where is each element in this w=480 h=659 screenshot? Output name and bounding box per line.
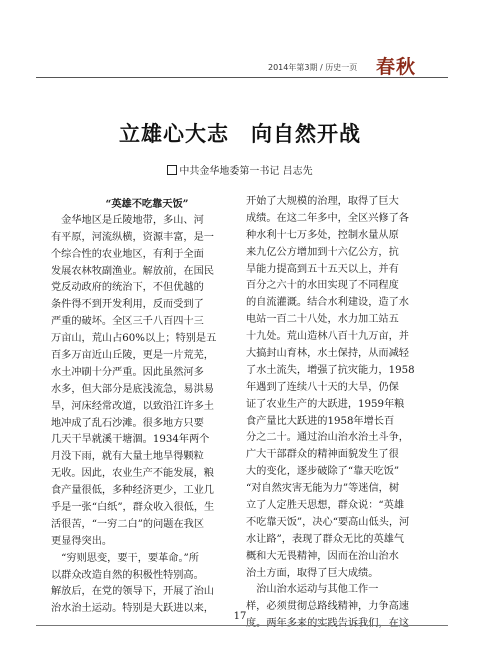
text-line: 成绩。在这二年多中，全区兴修了各 [246,212,409,224]
byline-box-icon [167,165,177,175]
text-line: 有平原，河流纵横，资源丰富，是一 [51,231,214,243]
text-line: 更显得突出。 [51,535,113,547]
text-line: 以群众改造自然的积极性特别高。 [51,569,204,581]
text-line: 发展农林牧副渔业。解放前，在国民 [51,265,214,277]
text-line: 治水治土运动。特别是大跃进以来， [51,603,214,615]
text-line: 几天干旱就溪干塘涸。1934年两个 [51,434,210,446]
text-line: 治山治水运动与其他工作一 [246,584,379,596]
text-line: 百分之六十的水田实现了不同程度 [246,280,399,292]
text-line: 水土冲刷十分严重。因此虽然河多 [51,366,204,378]
text-line: 电站一百二十八处，水力加工站五 [246,314,399,326]
text-line: 个综合性的农业地区，有利于全面 [51,248,204,260]
text-line: 分之二十。通过治山治水治土斗争， [246,432,409,444]
footer-divider [36,625,448,626]
text-line: 水多，但大部分是底浅流急，易洪易 [51,383,214,395]
text-line: 水让路”，表现了群众无比的英雄气 [246,533,405,545]
section-subheading: “英雄不吃靠天饭” [105,198,189,210]
text-line: 条件得不到开发利用，反而受到了 [51,299,204,311]
text-line: 立了人定胜天思想，群众说：“英雄 [246,500,405,512]
text-line: 严重的破坏。全区三千八百四十三 [51,316,204,328]
magazine-logo: 春秋 [376,56,417,78]
header-divider [36,77,448,78]
text-line: 大搞封山育林，水土保持，从而减轻 [246,348,409,360]
text-line: 食产量比大跃进的1958年增长百 [246,415,395,427]
right-column [246,194,438,633]
text-line: 种水利十七万多处，控制水量从原 [246,229,399,241]
text-line: 解放后，在党的领导下，开展了治山 [51,586,214,598]
text-line: 食产量很低，多种经济更少，工业几 [51,485,214,497]
text-line: 十九处。荒山造林八百十九万亩，并 [246,331,409,343]
issue-info: 2014年第3期 / 历史一页 [268,63,358,72]
text-line: 活很苦，“一穷二白”的问题在我区 [51,518,205,530]
text-line: 无收。因此，农业生产不能发展，粮 [51,468,214,480]
text-line: 大的变化，逐步破除了“靠天吃饭” [246,466,400,478]
text-line: 百多万亩近山丘陵，更是一片荒芜， [51,350,214,362]
text-line: 金华地区是丘陵地带，多山、河 [51,214,204,226]
text-line: 治土方面，取得了巨大成绩。 [246,567,379,579]
text-line: 不吃靠天饭”，决心“要高山低头，河 [246,516,410,528]
text-line: 旱，河床经常改道，以致沿江许多土 [51,400,214,412]
text-line: “穷则思变，要干，要革命。”所 [51,552,199,564]
byline-text: 中共金华地委第一书记 吕志先 [179,166,313,177]
text-line: 万亩山，荒山占60%以上；特别是五 [51,333,217,345]
left-column [51,196,243,618]
text-line: 来九亿公方增加到十六亿公方，抗 [246,246,399,258]
text-line: 乎是一张“白纸”，群众收入很低，生 [51,502,215,514]
text-line: 了水土流失，增强了抗灾能力，1958 [246,364,415,376]
text-line: 证了农业生产的大跃进，1959年粮 [246,398,405,410]
text-line: 地冲成了乱石沙滩。很多地方只要 [51,417,204,429]
text-line: 度。两年多来的实践告诉我们，在这 [246,618,409,630]
text-line: 月没下雨，就有大量土地旱得颗粒 [51,451,204,463]
page-number: 17 [233,611,247,622]
text-line: 年遇到了连续八十天的大旱，仍保 [246,381,399,393]
page-header [0,0,480,92]
text-line: 概和大无畏精神，因而在治山治水 [246,550,399,562]
text-line: “对自然灾害无能为力”等迷信，树 [246,483,400,495]
text-line: 的自流灌溉。结合水利建设，造了水 [246,297,409,309]
byline [0,162,480,177]
text-line: 党反动政府的统治下，不但优越的 [51,282,204,294]
article-title: 立雄心大志 向自然开战 [119,121,361,146]
text-line: 旱能力提高到五十五天以上，并有 [246,263,399,275]
text-line: 广大干部群众的精神面貌发生了很 [246,449,399,461]
text-line: 开始了大规模的治理，取得了巨大 [246,196,399,207]
text-line: 样，必须贯彻总路线精神，力争高速 [246,601,409,613]
